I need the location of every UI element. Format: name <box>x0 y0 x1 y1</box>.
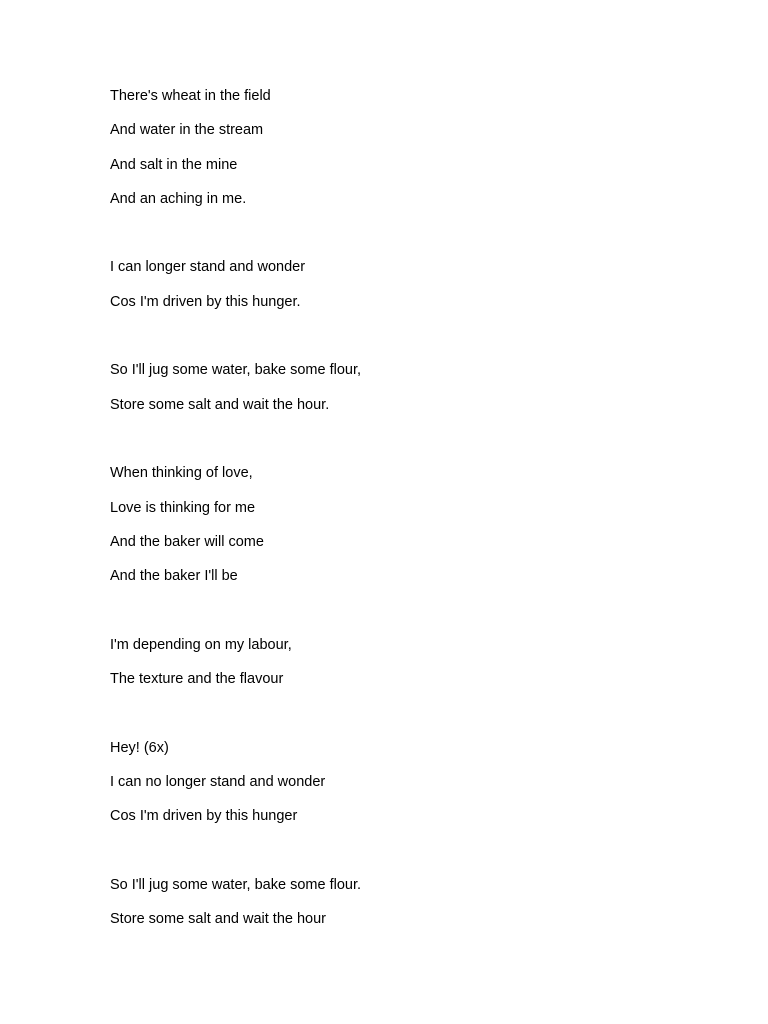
lyric-line: And the baker I'll be <box>110 568 238 585</box>
lyric-line: Cos I'm driven by this hunger. <box>110 293 301 310</box>
stanza-break <box>110 429 710 463</box>
stanza-break <box>110 703 710 737</box>
lyric-line: Love is thinking for me <box>110 499 256 516</box>
lyric-line: So I'll jug some water, bake some flour, <box>110 362 362 379</box>
lyric-line: Hey! (6x) <box>110 739 169 756</box>
lyric-line: Store some salt and wait the hour <box>110 911 327 928</box>
lyric-line: And the baker will come <box>110 533 264 550</box>
lyric-line: The texture and the flavour <box>110 671 284 688</box>
lyric-line: Cos I'm driven by this hunger <box>110 808 298 825</box>
stanza-break <box>110 841 710 875</box>
lyric-line: Store some salt and wait the hour. <box>110 396 330 413</box>
lyric-line: And water in the stream <box>110 122 264 139</box>
lyric-line: When thinking of love, <box>110 465 253 482</box>
lyric-line: So I'll jug some water, bake some flour. <box>110 876 362 893</box>
lyric-line: I can longer stand and wonder <box>110 259 306 276</box>
stanza-break <box>110 326 710 360</box>
lyric-line: There's wheat in the field <box>110 88 271 104</box>
stanza-break <box>110 600 710 634</box>
lyric-line: I'm depending on my labour, <box>110 636 292 653</box>
stanza-break <box>110 223 710 257</box>
lyric-line: I can no longer stand and wonder <box>110 773 326 790</box>
lyrics-text-block <box>110 86 710 943</box>
lyric-line: And salt in the mine <box>110 156 238 173</box>
lyric-line: And an aching in me. <box>110 190 247 207</box>
